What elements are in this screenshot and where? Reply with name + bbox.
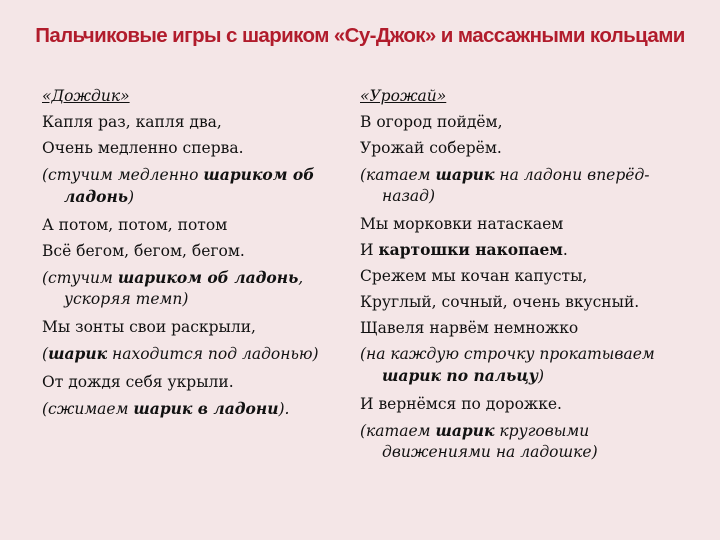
instruction-note: (катаем шарик на ладони вперёд-назад) [360, 165, 650, 205]
poem-line: Урожай соберём. [360, 139, 502, 157]
poem-line: Круглый, сочный, очень вкусный. [360, 293, 640, 311]
poem-line: Очень медленно сперва. [42, 139, 244, 157]
instruction-note: (стучим медленно шариком об ладонь) [42, 165, 315, 206]
instruction-note: (шарик находится под ладонью) [42, 344, 319, 363]
poem-title: «Дождик» [42, 87, 130, 105]
poem-line: Щавеля нарвём немножко [360, 319, 579, 337]
poem-dozhdik [42, 83, 342, 424]
poem-title: «Урожай» [360, 87, 447, 105]
poem-line: И вернёмся по дорожке. [360, 395, 562, 413]
poem-line: Мы зонты свои раскрыли, [42, 318, 256, 336]
instruction-note: (катаем шарик круговыми движениями на ладошке) [360, 421, 598, 461]
poem-line: Капля раз, капля два, [42, 113, 222, 131]
instruction-note: (сжимаем шарик в ладони). [42, 399, 290, 418]
instruction-note: (стучим шариком об ладонь, ускоряя темп) [42, 268, 304, 308]
poem-line: И картошки накопаем. [360, 240, 568, 259]
poem-urozhai [360, 83, 690, 467]
poem-line: От дождя себя укрыли. [42, 373, 234, 391]
poem-line: Всё бегом, бегом, бегом. [42, 242, 245, 260]
poem-line: Срежем мы кочан капусты, [360, 267, 588, 285]
instruction-note: (на каждую строчку прокатываем шарик по пальцу) [360, 345, 655, 385]
slide-title: Пальчиковые игры с шариком «Су-Джок» и массажными кольцами [35, 24, 685, 47]
poem-line: А потом, потом, потом [42, 216, 228, 234]
poem-line: Мы морковки натаскаем [360, 215, 564, 233]
poem-line: В огород пойдём, [360, 113, 503, 131]
